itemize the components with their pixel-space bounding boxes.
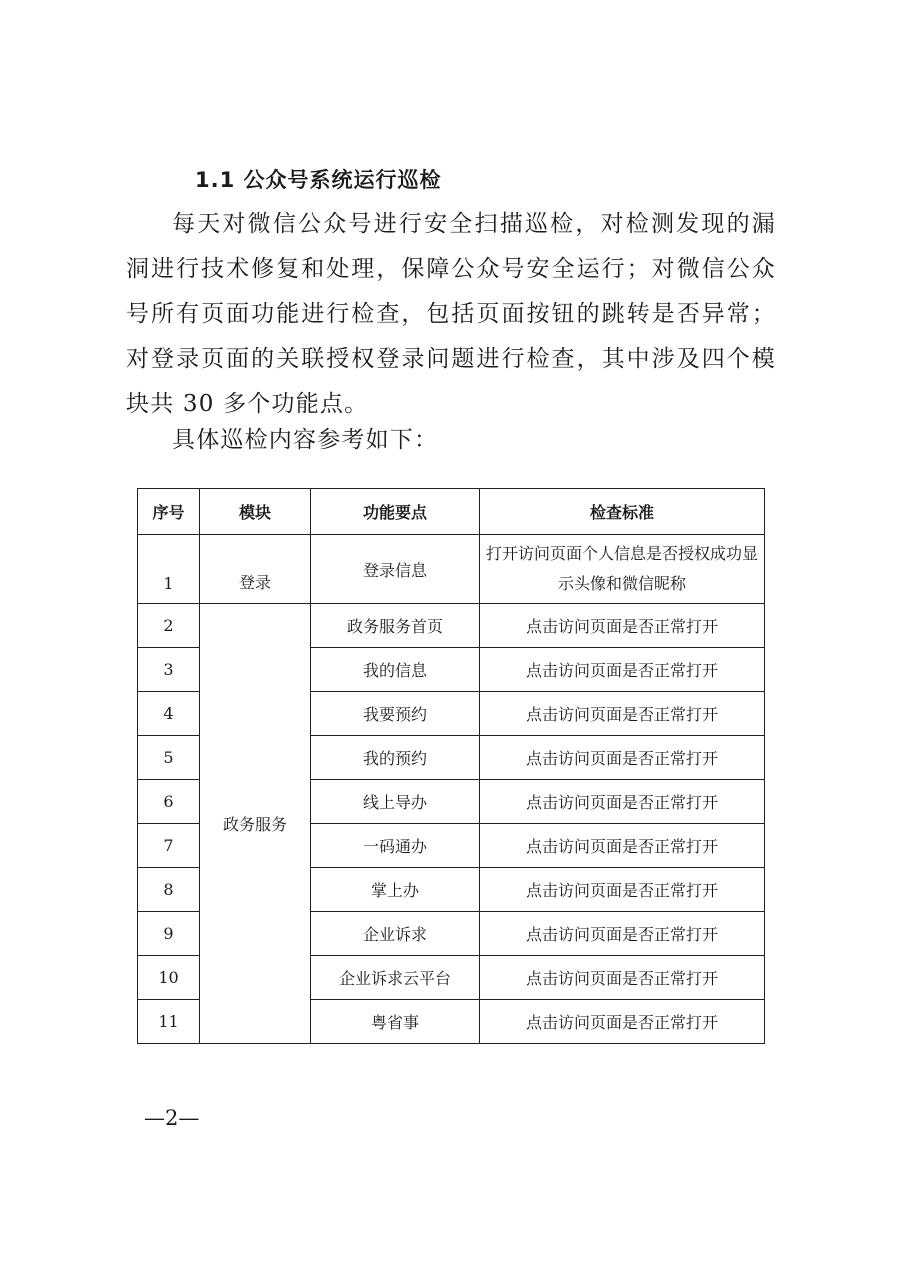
table-header-row	[138, 489, 765, 535]
row-standard: 点击访问页面是否正常打开	[480, 736, 765, 780]
row-feature: 粤省事	[311, 1000, 480, 1044]
row-no: 2	[138, 604, 200, 648]
row-standard: 点击访问页面是否正常打开	[480, 1000, 765, 1044]
row-standard: 点击访问页面是否正常打开	[480, 780, 765, 824]
row-no: 5	[138, 736, 200, 780]
row-no: 9	[138, 912, 200, 956]
row-no: 4	[138, 692, 200, 736]
row-feature: 我的信息	[311, 648, 480, 692]
row-standard: 点击访问页面是否正常打开	[480, 956, 765, 1000]
row-feature: 一码通办	[311, 824, 480, 868]
row-module-merged: 政务服务	[200, 604, 311, 1044]
row-no: 10	[138, 956, 200, 1000]
row-no: 6	[138, 780, 200, 824]
row-no: 1	[138, 535, 200, 604]
row-feature: 企业诉求云平台	[311, 956, 480, 1000]
row-module: 登录	[200, 535, 311, 604]
row-feature: 掌上办	[311, 868, 480, 912]
page-number: —2—	[144, 1106, 200, 1130]
table-row	[138, 604, 765, 648]
row-feature: 线上导办	[311, 780, 480, 824]
row-feature: 我的预约	[311, 736, 480, 780]
section-heading: 1.1 公众号系统运行巡检	[195, 168, 442, 192]
row-feature: 企业诉求	[311, 912, 480, 956]
table-row	[138, 535, 765, 604]
row-standard: 点击访问页面是否正常打开	[480, 868, 765, 912]
row-no: 3	[138, 648, 200, 692]
table-intro-paragraph: 具体巡检内容参考如下：	[172, 427, 439, 453]
row-standard: 点击访问页面是否正常打开	[480, 648, 765, 692]
row-feature: 我要预约	[311, 692, 480, 736]
header-no: 序号	[138, 489, 200, 535]
row-no: 7	[138, 824, 200, 868]
row-feature: 政务服务首页	[311, 604, 480, 648]
row-no: 11	[138, 1000, 200, 1044]
intro-paragraph: 每天对微信公众号进行安全扫描巡检，对检测发现的漏洞进行技术修复和处理，保障公众号安全运行；对微信公众号所有页面功能进行检查，包括页面按钮的跳转是否异常；对登录页面的关联授权登录问题进行检查，其中涉及四个模块共 30 多个功能点。	[126, 211, 776, 417]
row-standard: 打开访问页面个人信息是否授权成功显示头像和微信昵称	[480, 535, 765, 604]
row-standard: 点击访问页面是否正常打开	[480, 692, 765, 736]
row-standard: 点击访问页面是否正常打开	[480, 912, 765, 956]
row-standard: 点击访问页面是否正常打开	[480, 824, 765, 868]
header-module: 模块	[200, 489, 311, 535]
inspection-table	[137, 488, 765, 1044]
row-standard: 点击访问页面是否正常打开	[480, 604, 765, 648]
row-no: 8	[138, 868, 200, 912]
header-standard: 检查标准	[480, 489, 765, 535]
row-feature: 登录信息	[311, 535, 480, 604]
header-feature: 功能要点	[311, 489, 480, 535]
